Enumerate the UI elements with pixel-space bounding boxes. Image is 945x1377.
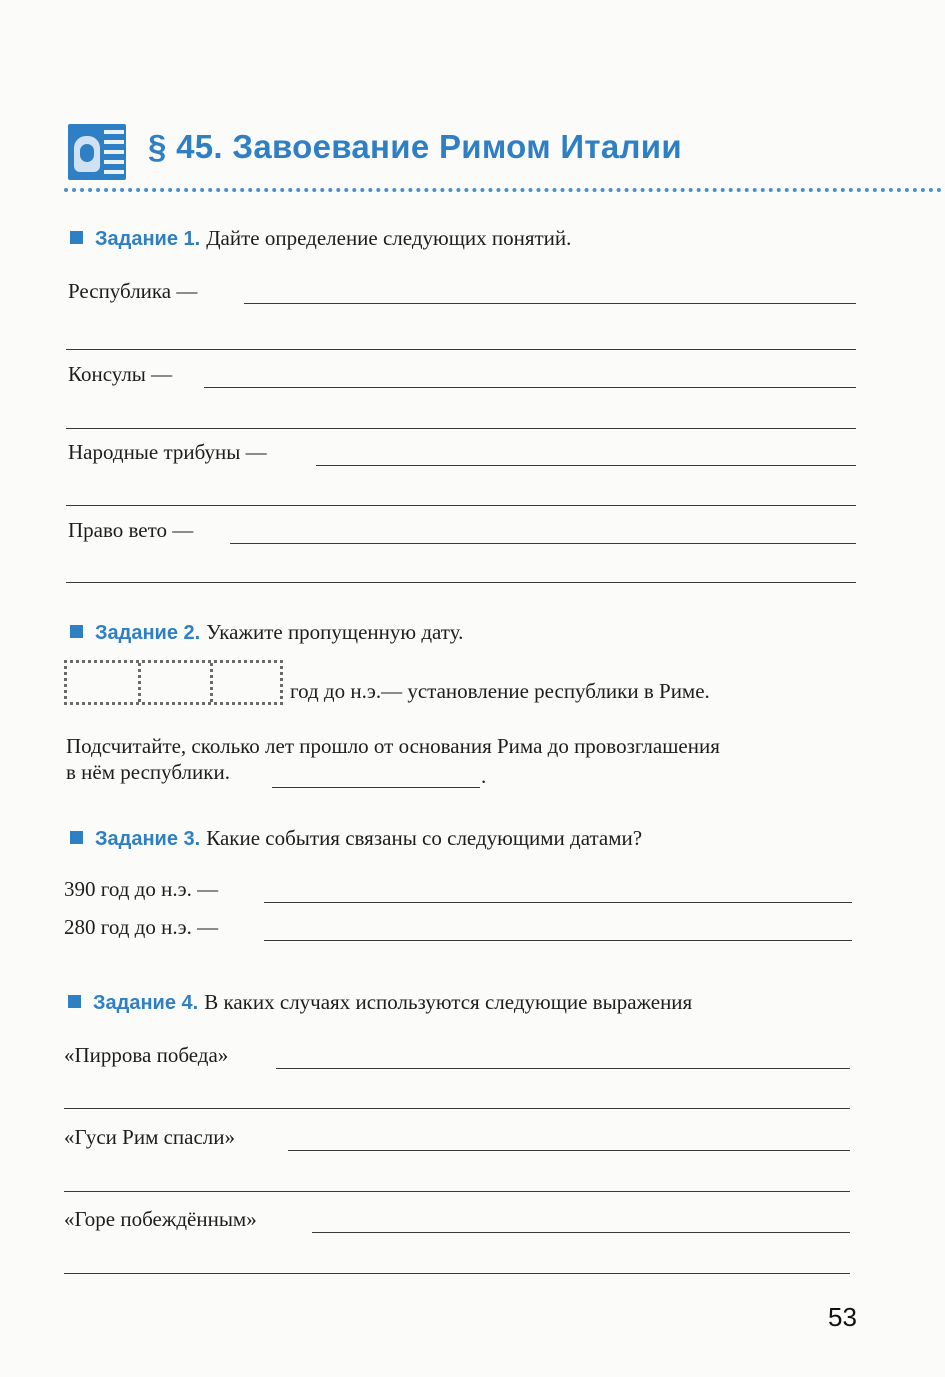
answer-line[interactable] [244, 303, 856, 304]
task2-heading [70, 620, 463, 645]
task2-number: Задание 2. [95, 622, 201, 644]
answer-line[interactable] [64, 1191, 850, 1192]
date-suffix-text: год до н.э.— установление республики в Риме. [290, 679, 710, 703]
term-veto: Право вето — [68, 518, 194, 542]
task4-number: Задание 4. [93, 992, 199, 1014]
task4-heading [68, 990, 692, 1015]
task1-heading [70, 226, 571, 251]
expression-geese-saved-rome: «Гуси Рим спасли» [64, 1125, 236, 1149]
answer-line[interactable] [264, 902, 852, 903]
task3-heading [70, 826, 642, 851]
answer-line[interactable] [276, 1068, 850, 1069]
term-consuls: Консулы — [68, 362, 173, 386]
task3-number: Задание 3. [95, 828, 201, 850]
task2-question-line2: в нём республики. [66, 760, 230, 784]
answer-line[interactable] [316, 465, 856, 466]
expression-woe-to-vanquished: «Горе побеждённым» [64, 1207, 257, 1231]
answer-line[interactable] [66, 349, 856, 350]
term-republic: Республика — [68, 279, 198, 303]
task4-text: В каких случаях используются следующие выражения [204, 990, 693, 1014]
date-entry-boxes[interactable] [64, 660, 283, 705]
term-tribunes: Народные трибуны — [68, 440, 267, 464]
page-number: 53 [828, 1302, 857, 1332]
date-390: 390 год до н.э. — [64, 877, 219, 901]
answer-line[interactable] [264, 940, 852, 941]
question-period: . [481, 764, 487, 788]
task1-number: Задание 1. [95, 228, 201, 250]
task1-text: Дайте определение следующих понятий. [206, 226, 572, 250]
expression-pyrrhic-victory: «Пиррова победа» [64, 1043, 229, 1067]
answer-line[interactable] [288, 1150, 850, 1151]
title-divider [64, 188, 942, 192]
bullet-square-icon [68, 995, 81, 1008]
answer-line[interactable] [204, 387, 856, 388]
answer-line[interactable] [230, 543, 856, 544]
answer-line[interactable] [66, 505, 856, 506]
answer-line[interactable] [272, 787, 480, 788]
answer-line[interactable] [66, 582, 856, 583]
answer-line[interactable] [64, 1273, 850, 1274]
bullet-square-icon [70, 831, 83, 844]
answer-line[interactable] [312, 1232, 850, 1233]
task3-text: Какие события связаны со следующими датами? [206, 826, 643, 850]
answer-line[interactable] [64, 1108, 850, 1109]
date-280: 280 год до н.э. — [64, 915, 219, 939]
answer-line[interactable] [66, 428, 856, 429]
task2-text: Укажите пропущенную дату. [206, 620, 464, 644]
task2-question-line1: Подсчитайте, сколько лет прошло от основания Рима до провозглашения [66, 734, 720, 758]
bullet-square-icon [70, 231, 83, 244]
page-title: § 45. Завоевание Римом Италии [148, 128, 682, 165]
section-emblem-icon [68, 124, 126, 180]
bullet-square-icon [70, 625, 83, 638]
